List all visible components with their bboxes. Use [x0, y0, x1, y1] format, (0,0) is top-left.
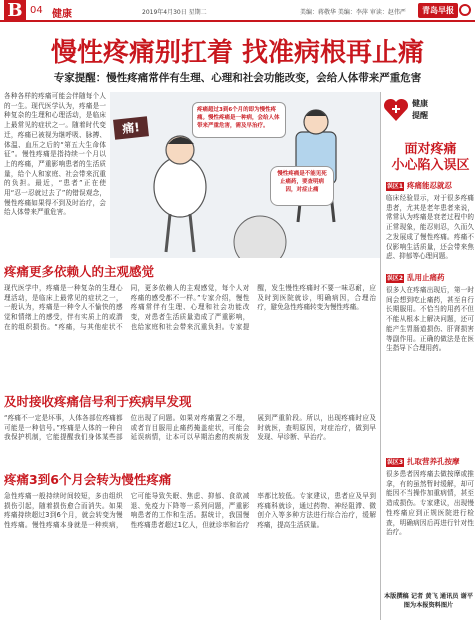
myth-2-label: 误区2 [386, 274, 404, 282]
tag-remind: 提醒 [412, 111, 428, 120]
myth-2-heading [386, 272, 445, 283]
intro-text: 各种各样的疼痛可能会伴随每个人的一生。现代医学认为，疼痛是一种复杂的生理和心理活动，是临床上最常见的症状之一。随着时代变迁，疼痛已被视为继呼吸、脉搏、体温、血压之后的“第五大生命体征”。慢性疼痛是指持续一个月以上的疼痛，严重影响患者的生活质量，给个人和家庭、社会带来沉重的负担。最近，“患者”正在使用“忍一忍就过去了”的错误观念，慢性疼痛如果得不到及时治疗，会给人体带来严重危害。 [4, 92, 106, 217]
column-divider [380, 92, 381, 620]
myth-1-label: 误区1 [386, 182, 404, 190]
section-1-heading: 疼痛更多依赖人的主观感觉 [4, 264, 155, 279]
speech-bubble-chronic: 疼痛超过3到6个月的即为慢性疼痛。慢性疼痛是一种病，会给人体带来严重危害，需及早治疗。 [192, 102, 286, 138]
pain-sign: 痛! [113, 116, 149, 139]
section-1-text: 现代医学中，疼痛是一种复杂的生理心理活动，是临床上最常见的症状之一，一般认为，疼痛是一种令人不愉快的感觉和情绪上的感受，伴有实质上的或潜在的组织损伤。“疼痛，与其他症状不同，更多依赖人的主观感觉，每个人对疼痛的感受都不一样。”专家介绍，慢性疼痛常伴有生理、心理和社会功能改变，对患者生活质量造成了严重影响，也给家庭和社会带来沉重负担。专家提醒，发生慢性疼痛时不要一味忍耐，应及时到医院就诊，明确病因，合理治疗，避免急性疼痛转变为慢性疼痛。 [4, 284, 376, 331]
section-3-heading: 疼痛3到6个月会转为慢性疼痛 [4, 472, 172, 487]
myth-3-title: 扎取营养孔按摩 [407, 457, 460, 466]
myth-3-label: 误区3 [386, 458, 404, 466]
article-byline: 本版撰稿 记者 黄飞 通讯员 谢平 图为本报资料图片 [383, 593, 474, 609]
sidebar-title-line2: 小心陷入误区 [391, 158, 470, 173]
myth-3-heading [386, 456, 460, 467]
newspaper-logo: 青岛早报 [418, 3, 458, 18]
logo-mark-icon [459, 4, 471, 16]
tag-health: 健康 [412, 99, 428, 108]
sidebar-title-line1: 面对疼痛 [404, 142, 457, 157]
page-subhead: 专家提醒：慢性疼痛常伴有生理、心理和社会功能改变，会给人体带来严重危害 [53, 72, 422, 84]
section-letter: B [4, 0, 26, 22]
section-2-text: “疼痛不一定是坏事，人体各部位疼痛都可能是一种信号。”疼痛是人体的一种自我保护机制，它能提醒我们身体某些部位出现了问题。如果对疼痛置之不理，或者盲目服用止痛药掩盖症状，可能会延误病情，让本可以早期治愈的疾病发展到严重阶段。所以，出现疼痛时应及时就医，查明原因，对症治疗，做到早发现、早诊断、早治疗。 [4, 414, 376, 442]
illustration [110, 92, 380, 258]
page-header [0, 0, 475, 22]
heart-icon [382, 96, 410, 124]
section-name: 健康 [52, 9, 72, 20]
myth-1-text: 临床经验显示，对于很多疼痛患者，尤其是老年患者来说，常常认为疼痛是衰老过程中的正常现象，能忍则忍，久而久之发展成了慢性疼痛。疼痛不仅影响生活质量，还会带来焦虑、抑郁等心理问题。 [386, 194, 474, 261]
page-headline: 慢性疼痛别扛着 找准病根再止痛 [50, 38, 425, 68]
myth-1-heading [386, 180, 452, 191]
speech-bubble-advice: 慢性疼痛是不能见死止痛药，要查明病因，对症止痛 [270, 166, 334, 206]
section-2-heading: 及时接收疼痛信号利于疾病早发现 [4, 394, 192, 409]
page-number: 04 [30, 5, 43, 16]
myth-3-text: 很多患者因疼痛去做按摩或推拿，有的虽然暂时缓解，却可能因不当操作加重病情，甚至造成损伤。专家建议，出现慢性疼痛应到正规医院进行检查，明确病因后再进行针对性治疗。 [386, 470, 474, 537]
editor-credits: 美编：蒋敬华 美编：李萍 审读：赵伟严 [300, 9, 406, 16]
issue-date: 2019年4月30日 星期二 [142, 9, 207, 16]
myth-2-text: 很多人在疼痛出现后，第一时间会想到吃止痛药，甚至自行长期服用。不恰当的用药不但不能从根本上解决问题，还可能产生胃肠道损伤、肝肾损害等副作用。正确的做法是在医生指导下合理用药。 [386, 286, 474, 353]
section-3-text: 急性疼痛一般持续时间较短，多由组织损伤引起，随着损伤愈合而消失。如果疼痛持续超过3到6个月，就会转变为慢性疼痛。慢性疼痛本身就是一种疾病，它可能导致失眠、焦虑、抑郁、食欲减退、免疫力下降等一系列问题，严重影响患者的工作和生活。据统计，我国慢性疼痛患者超过1亿人，但就诊率和治疗率都比较低。专家建议，患者应及早到疼痛科就诊，通过药物、神经阻滞、微创介入等多种方法进行综合治疗，缓解疼痛，提高生活质量。 [4, 492, 376, 530]
myth-1-title: 疼痛能忍就忍 [407, 181, 452, 190]
myth-2-title: 乱用止痛药 [407, 273, 445, 282]
